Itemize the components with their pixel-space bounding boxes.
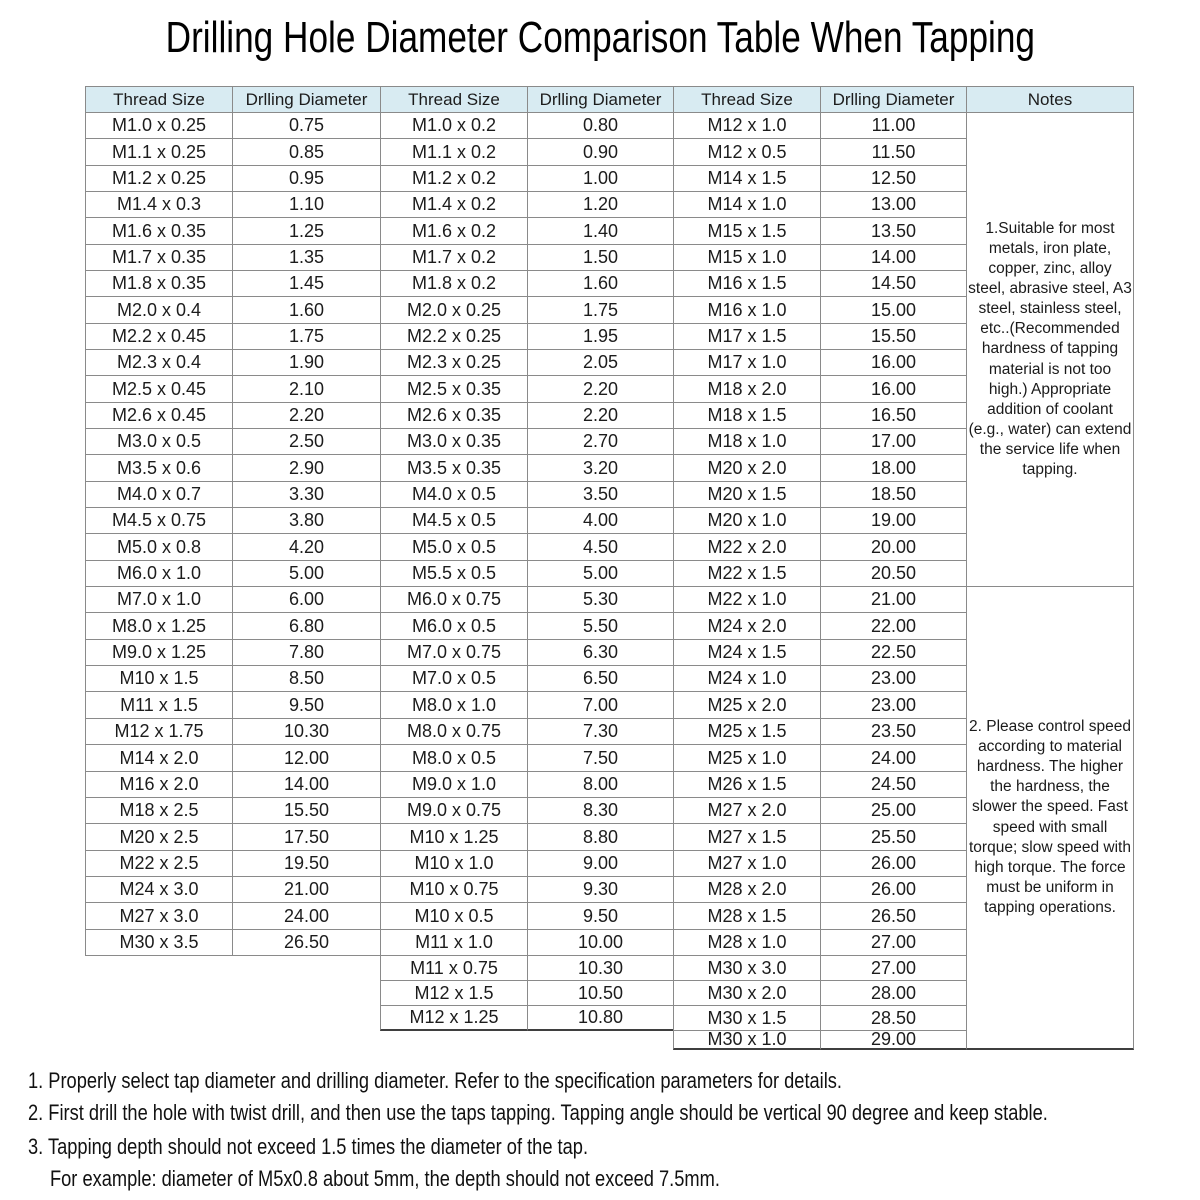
drilling-diameter-cell: 6.00 bbox=[232, 586, 381, 613]
drilling-diameter-cell: 24.50 bbox=[820, 771, 967, 798]
drilling-diameter-cell: 28.00 bbox=[820, 980, 967, 1006]
drilling-diameter-cell: 23.00 bbox=[820, 665, 967, 692]
drilling-diameter-cell: 9.50 bbox=[527, 902, 674, 930]
drilling-diameter-cell: 1.25 bbox=[232, 217, 381, 245]
drilling-diameter-cell: 1.75 bbox=[527, 296, 674, 324]
thread-size-cell: M25 x 1.5 bbox=[673, 718, 821, 745]
thread-size-cell: M16 x 1.0 bbox=[673, 296, 821, 324]
thread-size-cell: M3.5 x 0.35 bbox=[380, 454, 528, 482]
drilling-diameter-cell: 18.50 bbox=[820, 481, 967, 508]
thread-size-cell: M22 x 1.5 bbox=[673, 560, 821, 587]
drilling-diameter-cell: 10.50 bbox=[527, 980, 674, 1006]
thread-size-cell: M27 x 1.0 bbox=[673, 850, 821, 877]
thread-size-cell: M1.2 x 0.2 bbox=[380, 165, 528, 192]
thread-size-cell: M20 x 2.5 bbox=[85, 823, 233, 851]
thread-size-cell: M10 x 1.0 bbox=[380, 850, 528, 877]
drilling-diameter-cell: 10.80 bbox=[527, 1005, 674, 1031]
thread-size-cell: M7.0 x 0.5 bbox=[380, 665, 528, 692]
drilling-diameter-cell: 5.00 bbox=[527, 560, 674, 587]
thread-size-cell: M24 x 2.0 bbox=[673, 612, 821, 640]
drilling-diameter-cell: 0.90 bbox=[527, 138, 674, 166]
thread-size-cell: M5.0 x 0.5 bbox=[380, 533, 528, 561]
drilling-diameter-cell: 18.00 bbox=[820, 454, 967, 482]
thread-size-cell: M17 x 1.0 bbox=[673, 349, 821, 376]
thread-size-cell: M10 x 1.25 bbox=[380, 823, 528, 851]
drilling-diameter-cell: 7.30 bbox=[527, 718, 674, 745]
thread-size-cell: M18 x 1.0 bbox=[673, 428, 821, 455]
thread-size-cell: M12 x 1.25 bbox=[380, 1005, 528, 1031]
drilling-diameter-cell: 13.00 bbox=[820, 191, 967, 218]
thread-size-cell: M1.0 x 0.2 bbox=[380, 112, 528, 139]
thread-size-cell: M22 x 1.0 bbox=[673, 586, 821, 613]
drilling-diameter-cell: 1.95 bbox=[527, 323, 674, 350]
drilling-diameter-cell: 9.50 bbox=[232, 691, 381, 719]
drilling-diameter-cell: 4.00 bbox=[527, 507, 674, 534]
thread-size-cell: M30 x 2.0 bbox=[673, 980, 821, 1006]
drilling-diameter-cell: 26.00 bbox=[820, 876, 967, 903]
drilling-diameter-cell: 14.00 bbox=[232, 771, 381, 798]
drilling-diameter-cell: 10.30 bbox=[527, 955, 674, 981]
thread-size-cell: M30 x 3.5 bbox=[85, 929, 233, 956]
thread-size-cell: M2.5 x 0.35 bbox=[380, 375, 528, 403]
drilling-diameter-cell: 3.20 bbox=[527, 454, 674, 482]
drilling-diameter-cell: 19.50 bbox=[232, 850, 381, 877]
thread-size-cell: M15 x 1.0 bbox=[673, 244, 821, 271]
thread-size-cell: M2.6 x 0.45 bbox=[85, 402, 233, 429]
drilling-diameter-cell: 13.50 bbox=[820, 217, 967, 245]
drilling-diameter-cell: 0.75 bbox=[232, 112, 381, 139]
thread-size-cell: M1.2 x 0.25 bbox=[85, 165, 233, 192]
drilling-diameter-cell: 15.50 bbox=[232, 797, 381, 824]
thread-size-cell: M18 x 2.0 bbox=[673, 375, 821, 403]
thread-size-cell: M24 x 1.5 bbox=[673, 639, 821, 666]
thread-size-cell: M11 x 1.0 bbox=[380, 929, 528, 956]
drilling-diameter-cell: 1.60 bbox=[232, 296, 381, 324]
thread-size-cell: M30 x 1.5 bbox=[673, 1005, 821, 1031]
drilling-diameter-cell: 17.50 bbox=[232, 823, 381, 851]
drilling-diameter-cell: 9.00 bbox=[527, 850, 674, 877]
thread-size-cell: M20 x 2.0 bbox=[673, 454, 821, 482]
thread-size-cell: M24 x 1.0 bbox=[673, 665, 821, 692]
thread-size-cell: M9.0 x 1.25 bbox=[85, 639, 233, 666]
thread-size-cell: M8.0 x 0.75 bbox=[380, 718, 528, 745]
thread-size-cell: M2.2 x 0.25 bbox=[380, 323, 528, 350]
drilling-diameter-cell: 7.80 bbox=[232, 639, 381, 666]
drilling-diameter-cell: 16.50 bbox=[820, 402, 967, 429]
thread-size-cell: M4.0 x 0.5 bbox=[380, 481, 528, 508]
drilling-diameter-cell: 27.00 bbox=[820, 955, 967, 981]
drilling-diameter-cell: 10.30 bbox=[232, 718, 381, 745]
thread-size-cell: M3.0 x 0.35 bbox=[380, 428, 528, 455]
drilling-diameter-cell: 22.00 bbox=[820, 612, 967, 640]
thread-size-cell: M2.2 x 0.45 bbox=[85, 323, 233, 350]
drilling-diameter-cell: 1.75 bbox=[232, 323, 381, 350]
thread-size-cell: M12 x 1.0 bbox=[673, 112, 821, 139]
drilling-diameter-cell: 1.40 bbox=[527, 217, 674, 245]
thread-size-cell: M28 x 1.0 bbox=[673, 929, 821, 956]
thread-size-cell: M1.7 x 0.2 bbox=[380, 244, 528, 271]
drilling-diameter-cell: 16.00 bbox=[820, 349, 967, 376]
thread-size-cell: M1.0 x 0.25 bbox=[85, 112, 233, 139]
header-drilling-diameter-1: Drlling Diameter bbox=[232, 86, 381, 113]
drilling-diameter-cell: 20.50 bbox=[820, 560, 967, 587]
thread-size-cell: M1.6 x 0.35 bbox=[85, 217, 233, 245]
drilling-diameter-cell: 1.60 bbox=[527, 270, 674, 297]
drilling-diameter-cell: 2.50 bbox=[232, 428, 381, 455]
drilling-diameter-cell: 11.00 bbox=[820, 112, 967, 139]
drilling-diameter-cell: 15.50 bbox=[820, 323, 967, 350]
thread-size-cell: M18 x 2.5 bbox=[85, 797, 233, 824]
thread-size-cell: M26 x 1.5 bbox=[673, 771, 821, 798]
drilling-diameter-cell: 5.30 bbox=[527, 586, 674, 613]
thread-size-cell: M3.5 x 0.6 bbox=[85, 454, 233, 482]
drilling-diameter-cell: 26.50 bbox=[232, 929, 381, 956]
thread-size-cell: M6.0 x 1.0 bbox=[85, 560, 233, 587]
thread-size-cell: M11 x 1.5 bbox=[85, 691, 233, 719]
drilling-diameter-cell: 2.70 bbox=[527, 428, 674, 455]
drilling-diameter-cell: 1.45 bbox=[232, 270, 381, 297]
drilling-diameter-cell: 24.00 bbox=[820, 744, 967, 772]
page-title: Drilling Hole Diameter Comparison Table When Tapping bbox=[165, 13, 1035, 62]
thread-size-cell: M5.5 x 0.5 bbox=[380, 560, 528, 587]
header-drilling-diameter-3: Drlling Diameter bbox=[820, 86, 967, 113]
thread-size-cell: M9.0 x 1.0 bbox=[380, 771, 528, 798]
drilling-diameter-cell: 1.90 bbox=[232, 349, 381, 376]
drilling-diameter-cell: 19.00 bbox=[820, 507, 967, 534]
drilling-diameter-cell: 8.50 bbox=[232, 665, 381, 692]
thread-size-cell: M6.0 x 0.5 bbox=[380, 612, 528, 640]
thread-size-cell: M2.6 x 0.35 bbox=[380, 402, 528, 429]
drilling-diameter-cell: 2.10 bbox=[232, 375, 381, 403]
drilling-diameter-cell: 2.20 bbox=[527, 402, 674, 429]
thread-size-cell: M17 x 1.5 bbox=[673, 323, 821, 350]
thread-size-cell: M8.0 x 1.25 bbox=[85, 612, 233, 640]
thread-size-cell: M10 x 0.5 bbox=[380, 902, 528, 930]
drilling-diameter-cell: 26.50 bbox=[820, 902, 967, 930]
drilling-diameter-cell: 16.00 bbox=[820, 375, 967, 403]
drilling-diameter-cell: 29.00 bbox=[820, 1030, 967, 1050]
thread-size-cell: M14 x 2.0 bbox=[85, 744, 233, 772]
thread-size-cell: M1.1 x 0.2 bbox=[380, 138, 528, 166]
thread-size-cell: M9.0 x 0.75 bbox=[380, 797, 528, 824]
thread-size-cell: M5.0 x 0.8 bbox=[85, 533, 233, 561]
drilling-diameter-cell: 21.00 bbox=[820, 586, 967, 613]
thread-size-cell: M12 x 1.75 bbox=[85, 718, 233, 745]
thread-size-cell: M22 x 2.0 bbox=[673, 533, 821, 561]
drilling-diameter-cell: 8.80 bbox=[527, 823, 674, 851]
drilling-diameter-cell: 9.30 bbox=[527, 876, 674, 903]
drilling-diameter-cell: 2.20 bbox=[527, 375, 674, 403]
drilling-diameter-cell: 6.30 bbox=[527, 639, 674, 666]
thread-size-cell: M10 x 1.5 bbox=[85, 665, 233, 692]
drilling-diameter-cell: 4.50 bbox=[527, 533, 674, 561]
thread-size-cell: M1.4 x 0.3 bbox=[85, 191, 233, 218]
thread-size-cell: M24 x 3.0 bbox=[85, 876, 233, 903]
drilling-diameter-cell: 15.00 bbox=[820, 296, 967, 324]
drilling-diameter-cell: 25.00 bbox=[820, 797, 967, 824]
thread-size-cell: M30 x 1.0 bbox=[673, 1030, 821, 1050]
thread-size-cell: M25 x 2.0 bbox=[673, 691, 821, 719]
thread-size-cell: M2.3 x 0.4 bbox=[85, 349, 233, 376]
thread-size-cell: M7.0 x 1.0 bbox=[85, 586, 233, 613]
drilling-diameter-cell: 7.50 bbox=[527, 744, 674, 772]
thread-size-cell: M14 x 1.5 bbox=[673, 165, 821, 192]
drilling-diameter-cell: 5.00 bbox=[232, 560, 381, 587]
thread-size-cell: M20 x 1.5 bbox=[673, 481, 821, 508]
drilling-diameter-cell: 1.00 bbox=[527, 165, 674, 192]
drilling-diameter-cell: 3.30 bbox=[232, 481, 381, 508]
thread-size-cell: M12 x 0.5 bbox=[673, 138, 821, 166]
footer-note-3: 3. Tapping depth should not exceed 1.5 times the diameter of the tap. bbox=[28, 1134, 589, 1159]
thread-size-cell: M1.8 x 0.35 bbox=[85, 270, 233, 297]
thread-size-cell: M30 x 3.0 bbox=[673, 955, 821, 981]
drilling-diameter-cell: 17.00 bbox=[820, 428, 967, 455]
drilling-diameter-cell: 21.00 bbox=[232, 876, 381, 903]
drilling-diameter-cell: 8.30 bbox=[527, 797, 674, 824]
drilling-diameter-cell: 25.50 bbox=[820, 823, 967, 851]
drilling-diameter-cell: 3.50 bbox=[527, 481, 674, 508]
header-drilling-diameter-2: Drlling Diameter bbox=[527, 86, 674, 113]
thread-size-cell: M8.0 x 1.0 bbox=[380, 691, 528, 719]
thread-size-cell: M14 x 1.0 bbox=[673, 191, 821, 218]
thread-size-cell: M1.7 x 0.35 bbox=[85, 244, 233, 271]
thread-size-cell: M28 x 2.0 bbox=[673, 876, 821, 903]
thread-size-cell: M1.4 x 0.2 bbox=[380, 191, 528, 218]
drilling-diameter-cell: 2.05 bbox=[527, 349, 674, 376]
thread-size-cell: M8.0 x 0.5 bbox=[380, 744, 528, 772]
thread-size-cell: M2.0 x 0.25 bbox=[380, 296, 528, 324]
thread-size-cell: M3.0 x 0.5 bbox=[85, 428, 233, 455]
thread-size-cell: M27 x 1.5 bbox=[673, 823, 821, 851]
drilling-diameter-cell: 23.00 bbox=[820, 691, 967, 719]
drilling-diameter-cell: 10.00 bbox=[527, 929, 674, 956]
drilling-diameter-cell: 1.50 bbox=[527, 244, 674, 271]
drilling-diameter-cell: 14.50 bbox=[820, 270, 967, 297]
header-notes: Notes bbox=[966, 86, 1134, 113]
thread-size-cell: M10 x 0.75 bbox=[380, 876, 528, 903]
drilling-diameter-cell: 3.80 bbox=[232, 507, 381, 534]
thread-size-cell: M25 x 1.0 bbox=[673, 744, 821, 772]
drilling-diameter-cell: 1.35 bbox=[232, 244, 381, 271]
drilling-diameter-cell: 12.50 bbox=[820, 165, 967, 192]
drilling-diameter-cell: 0.85 bbox=[232, 138, 381, 166]
drilling-diameter-cell: 7.00 bbox=[527, 691, 674, 719]
thread-size-cell: M18 x 1.5 bbox=[673, 402, 821, 429]
thread-size-cell: M28 x 1.5 bbox=[673, 902, 821, 930]
thread-size-cell: M4.5 x 0.75 bbox=[85, 507, 233, 534]
thread-size-cell: M4.5 x 0.5 bbox=[380, 507, 528, 534]
drilling-diameter-cell: 1.20 bbox=[527, 191, 674, 218]
thread-size-cell: M2.3 x 0.25 bbox=[380, 349, 528, 376]
thread-size-cell: M1.6 x 0.2 bbox=[380, 217, 528, 245]
notes-cell-2: 2. Please control speed according to material hardness. The higher the hardness, the slower the speed. Fast speed with small torque; slow speed with high torque. The force must be uniform in tapping operations. bbox=[966, 586, 1134, 1050]
thread-size-cell: M20 x 1.0 bbox=[673, 507, 821, 534]
thread-size-cell: M27 x 3.0 bbox=[85, 902, 233, 930]
drilling-diameter-cell: 26.00 bbox=[820, 850, 967, 877]
header-thread-size-2: Thread Size bbox=[380, 86, 528, 113]
drilling-diameter-cell: 20.00 bbox=[820, 533, 967, 561]
footer-note-example: For example: diameter of M5x0.8 about 5mm, the depth should not exceed 7.5mm. bbox=[50, 1166, 720, 1191]
thread-size-cell: M15 x 1.5 bbox=[673, 217, 821, 245]
drilling-diameter-cell: 8.00 bbox=[527, 771, 674, 798]
thread-size-cell: M2.5 x 0.45 bbox=[85, 375, 233, 403]
drilling-diameter-cell: 0.95 bbox=[232, 165, 381, 192]
thread-size-cell: M16 x 1.5 bbox=[673, 270, 821, 297]
thread-size-cell: M6.0 x 0.75 bbox=[380, 586, 528, 613]
notes-cell-1: 1.Suitable for most metals, iron plate, copper, zinc, alloy steel, abrasive steel, A3 steel, stainless steel, etc..(Recommended hardness of tapping material is not too high.) Appropriate addition of coolant (e.g., water) can extend the service life when tapping. bbox=[966, 112, 1134, 587]
thread-size-cell: M12 x 1.5 bbox=[380, 980, 528, 1006]
drilling-diameter-cell: 11.50 bbox=[820, 138, 967, 166]
thread-size-cell: M1.8 x 0.2 bbox=[380, 270, 528, 297]
drilling-diameter-cell: 6.50 bbox=[527, 665, 674, 692]
drilling-diameter-cell: 28.50 bbox=[820, 1005, 967, 1031]
thread-size-cell: M1.1 x 0.25 bbox=[85, 138, 233, 166]
drilling-diameter-cell: 23.50 bbox=[820, 718, 967, 745]
drilling-diameter-cell: 4.20 bbox=[232, 533, 381, 561]
drilling-diameter-cell: 27.00 bbox=[820, 929, 967, 956]
drilling-diameter-cell: 1.10 bbox=[232, 191, 381, 218]
thread-size-cell: M4.0 x 0.7 bbox=[85, 481, 233, 508]
drilling-diameter-cell: 6.80 bbox=[232, 612, 381, 640]
thread-size-cell: M22 x 2.5 bbox=[85, 850, 233, 877]
header-thread-size-3: Thread Size bbox=[673, 86, 821, 113]
drilling-diameter-cell: 14.00 bbox=[820, 244, 967, 271]
drilling-diameter-cell: 5.50 bbox=[527, 612, 674, 640]
thread-size-cell: M7.0 x 0.75 bbox=[380, 639, 528, 666]
drilling-diameter-cell: 22.50 bbox=[820, 639, 967, 666]
drilling-diameter-cell: 24.00 bbox=[232, 902, 381, 930]
thread-size-cell: M2.0 x 0.4 bbox=[85, 296, 233, 324]
footer-note-2: 2. First drill the hole with twist drill, and then use the taps tapping. Tapping angle should be vertical 90 degree and keep stable. bbox=[28, 1100, 1048, 1125]
drilling-diameter-cell: 12.00 bbox=[232, 744, 381, 772]
thread-size-cell: M16 x 2.0 bbox=[85, 771, 233, 798]
thread-size-cell: M11 x 0.75 bbox=[380, 955, 528, 981]
drilling-diameter-cell: 2.20 bbox=[232, 402, 381, 429]
thread-size-cell: M27 x 2.0 bbox=[673, 797, 821, 824]
header-thread-size-1: Thread Size bbox=[85, 86, 233, 113]
drilling-diameter-cell: 2.90 bbox=[232, 454, 381, 482]
drilling-diameter-cell: 0.80 bbox=[527, 112, 674, 139]
footer-note-1: 1. Properly select tap diameter and drilling diameter. Refer to the specification parameters for details. bbox=[28, 1068, 842, 1093]
